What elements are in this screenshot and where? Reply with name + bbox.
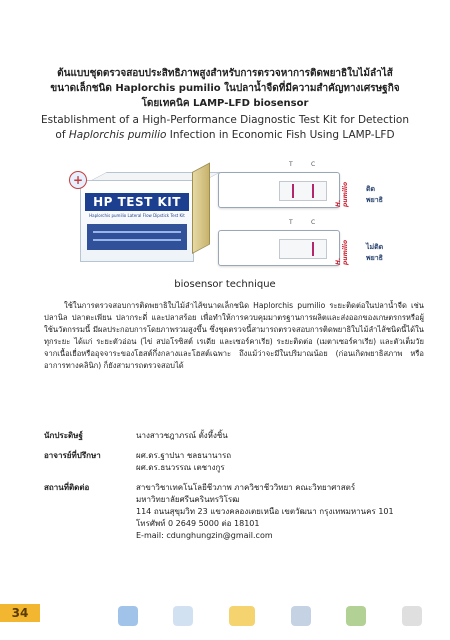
- strip-infected: [218, 161, 349, 208]
- strip-tick-c: C: [311, 219, 316, 226]
- fish-icon: [229, 606, 255, 626]
- figure-caption: biosensor technique: [174, 279, 276, 290]
- english-title-line-2: [10, 128, 440, 143]
- advisor-1: ผศ.ดร.ฐาปนา ชลธนานารถ: [136, 451, 232, 460]
- strip-tick-t: T: [289, 219, 293, 226]
- contact-row: [44, 482, 424, 542]
- page-number: 34: [0, 604, 40, 622]
- researcher-row: [44, 430, 424, 442]
- strip-tick-c: C: [311, 161, 316, 168]
- footer-illustrations: [100, 596, 440, 626]
- contact-line-4: โทรศัพท์ 0 2649 5000 ต่อ 18101: [136, 519, 260, 528]
- lab-equipment-icon: [118, 606, 138, 626]
- advisor-2: ผศ.ดร.ธนวรรณ เตชางกูร: [136, 463, 225, 472]
- thai-title-line-2: ขนาดเล็กชนิด Haplorchis pumilio ในปลาน้ำจืดที่มีความสำคัญทางเศรษฐกิจ: [50, 83, 400, 94]
- box-front: [80, 180, 194, 262]
- thai-title-line-1: ต้นแบบชุดตรวจสอบประสิทธิภาพสูงสำหรับการตรวจหาการติดพยาธิใบไม้ลำไส้: [57, 68, 393, 79]
- box-logo: HP TEST KIT: [85, 193, 189, 211]
- title-block: [10, 66, 440, 143]
- box-subtitle: Haplorchis pumilio Lateral Flow Dipstick Test Kit: [89, 213, 185, 218]
- result-strips: [218, 158, 388, 268]
- not-infected-label: ไม่ติดพยาธิ: [366, 243, 384, 262]
- english-title-line-1: Establishment of a High-Performance Diagnostic Test Kit for Detection: [41, 114, 409, 126]
- contact-label: สถานที่ติดต่อ: [44, 483, 90, 492]
- advisor-label: อาจารย์ที่ปรึกษา: [44, 451, 101, 460]
- scientist-icon: [402, 606, 422, 626]
- contact-line-3: 114 ถนนสุขุมวิท 23 แขวงคลองเตยเหนือ เขตวัฒนา กรุงเทพมหานคร 101: [136, 507, 394, 516]
- strip-window: [279, 181, 327, 201]
- medical-cross-icon: [69, 171, 87, 189]
- researcher-label: นักประดิษฐ์: [44, 431, 83, 440]
- strip-vertical-label: H. pumilio: [335, 181, 349, 207]
- control-line: [312, 242, 314, 256]
- contact-line-1: สาขาวิชาเทคโนโลยีชีวภาพ ภาควิชาชีววิทยา คณะวิทยาศาสตร์: [136, 483, 356, 492]
- strip-tick-t: T: [289, 161, 293, 168]
- advisor-row: [44, 450, 424, 474]
- english-title-species: Haplorchis pumilio: [68, 129, 167, 141]
- strip-vertical-label: H. pumilio: [335, 239, 349, 265]
- description-paragraph: ใช้ในการตรวจสอบการติดพยาธิใบไม้ลำไส้ขนาดเล็กชนิด Haplorchis pumilio ระยะติดต่อในปลาน้ำจืด เช่น ปลานิล ปลาตะเพียน ปลากระดี่ และปลาสร้อย เพื่อทำให้การควบคุมมาตรฐานการผลิตและส่งออกของเกษตรกรหรือผู้ใช้นวัตกรรมนี้ มีผลประกอบการโดยภาพรวมสูงขึ้น ซึ่งชุดตรวจนี้สามารถตรวจสอบการติดพยาธิใบไม้ลำไส้ชนิดนี้ได้ในทุกระยะ ได้แก่ ระยะตัวอ่อน (ไข่ สปอโรซิสต์ เรเดีย และเซอร์คาเรีย) ระยะติดต่อ (เมตาเซอร์คาเรีย) และตัวเต็มวัย จากเนื้อเยื่อหรืออุจจาระของโฮสต์กึ่งกลางและโฮสต์เฉพาะ ถึงแม้ว่าจะมีในปริมาณน้อย (ก่อนเกิดพยาธิสภาพ หรืออาการทางคลินิก) ก็ยังสามารถตรวจสอบได้: [44, 301, 424, 370]
- researcher-value: นางสาวชฎาภรณ์ ตั้งหึ้งชิ้น: [136, 431, 228, 440]
- microscope-icon: [173, 606, 193, 626]
- test-line: [292, 184, 294, 198]
- product-figure: [68, 158, 388, 268]
- info-section: [44, 430, 424, 550]
- thai-title-line-3: โดยเทคนิค LAMP-LFD biosensor: [141, 98, 309, 109]
- english-title-line-2-post: Infection in Economic Fish Using LAMP-LFD: [166, 129, 395, 141]
- contact-line-2: มหาวิทยาลัยศรีนครินทรวิโรฒ: [136, 495, 240, 504]
- plant-icon: [346, 606, 366, 626]
- infected-label: ติดพยาธิ: [366, 185, 383, 204]
- box-label-panel: [87, 224, 187, 250]
- english-title-line-2-pre: of: [55, 129, 69, 141]
- strip-not-infected: [218, 219, 349, 266]
- test-kit-box: [80, 172, 208, 262]
- strip-window: [279, 239, 327, 259]
- contact-email: E-mail: cdunghungzin@gmail.com: [136, 531, 273, 540]
- box-side: [192, 162, 210, 254]
- computer-icon: [291, 606, 311, 626]
- control-line: [312, 184, 314, 198]
